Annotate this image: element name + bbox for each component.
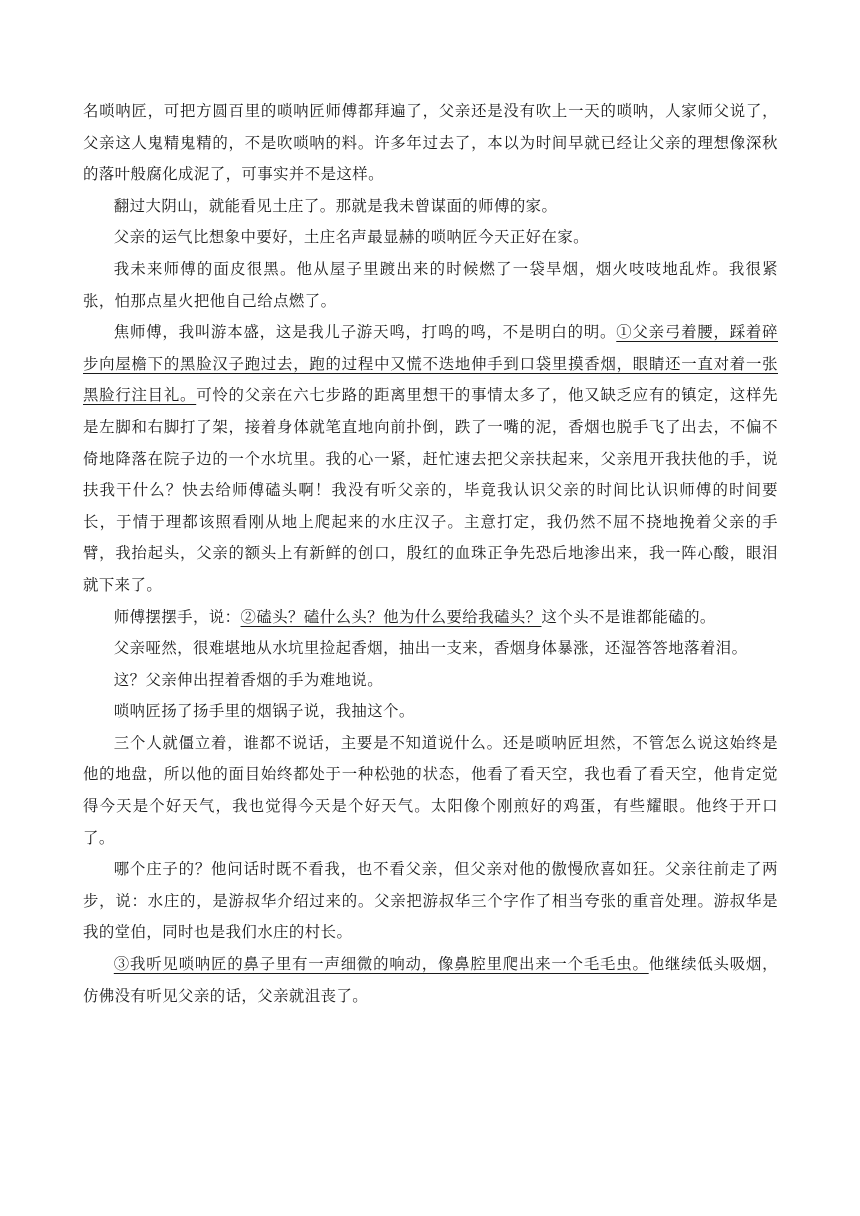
document-page: [83, 96, 778, 1012]
underlined-sentence: ②磕头？磕什么头？他为什么要给我磕头？: [240, 607, 542, 626]
paragraph: [83, 728, 778, 854]
paragraph: [83, 254, 778, 317]
text-segment: 父亲哑然，很难堪地从水坑里捡起香烟，抽出一支来，香烟身体暴涨，还湿答答地落着泪。: [113, 639, 748, 658]
paragraph: [83, 949, 778, 1012]
text-segment: 名唢呐匠，可把方圆百里的唢呐匠师傅都拜遍了，父亲还是没有吹上一天的唢呐，人家师父说了，父亲这人鬼精鬼精的，不是吹唢呐的料。许多年过去了，本以为时间早就已经让父亲的理想像深秋的落叶般腐化成泥了，可事实并不是这样。: [83, 102, 778, 184]
text-segment: 三个人就僵立着，谁都不说话，主要是不知道说什么。还是唢呐匠坦然，不管怎么说这始终是他的地盘，所以他的面目始终都处于一种松弛的状态，他看了看天空，我也看了看天空，他肯定觉得今天是个好天气，我也觉得今天是个好天气。太阳像个刚煎好的鸡蛋，有些耀眼。他终于开口了。: [83, 733, 778, 847]
paragraph: [83, 602, 778, 634]
text-segment: 父亲的运气比想象中要好，土庄名声最显赫的唢呐匠今天正好在家。: [113, 228, 590, 247]
text-segment: 唢呐匠扬了扬手里的烟锅子说，我抽这个。: [113, 702, 415, 721]
underlined-sentence: ①父亲弓着腰，踩着碎步向屋檐下的黑脸汉子跑过去，跑的过程中又慌不迭地伸手到口袋里摸香烟，眼睛还一直对着一张黑脸行注目礼。: [83, 323, 778, 405]
paragraph: [83, 633, 778, 665]
text-segment: 哪个庄子的？他问话时既不看我，也不看父亲，但父亲对他的傲慢欣喜如狂。父亲往前走了两步，说：水庄的，是游叔华介绍过来的。父亲把游叔华三个字作了相当夸张的重音处理。游叔华是我的堂伯，同时也是我们水庄的村长。: [83, 860, 778, 942]
underlined-sentence: ③我听见唢呐匠的鼻子里有一声细微的响动，像鼻腔里爬出来一个毛毛虫。: [113, 955, 649, 974]
text-segment: 可怜的父亲在六七步路的距离里想干的事情太多了，他又缺乏应有的镇定，这样先是左脚和右脚打了架，接着身体就笔直地向前扑倒，跌了一嘴的泥，香烟也脱手飞了出去，不偏不倚地降落在院子边的一个水坑里。我的心一紧，赶忙速去把父亲扶起来，父亲甩开我扶他的手，说扶我干什么？快去给师傅磕头啊！我没有听父亲的，毕竟我认识父亲的时间比认识师傅的时间要长，于情于理都该照看刚从地上爬起来的水庄汉子。主意打定，我仍然不屈不挠地挽着父亲的手臂，我抬起头，父亲的额头上有新鲜的创口，殷红的血珠正争先恐后地渗出来，我一阵心酸，眼泪就下来了。: [83, 386, 779, 594]
paragraph: [83, 696, 778, 728]
paragraph: [83, 96, 778, 191]
text-segment: 他继续低头吸烟，仿佛没有听见父亲的话，父亲就沮丧了。: [83, 955, 778, 1005]
text-segment: 这？父亲伸出捏着香烟的手为难地说。: [113, 670, 384, 689]
text-segment: 这个头不是谁都能磕的。: [541, 607, 716, 626]
text-segment: 师傅摆摆手，说：: [113, 607, 241, 626]
text-segment: 焦师傅，我叫游本盛，这是我儿子游天鸣，打鸣的鸣，不是明白的明。: [113, 323, 617, 342]
paragraph: [83, 222, 778, 254]
paragraph: [83, 191, 778, 223]
text-segment: 翻过大阴山，就能看见土庄了。那就是我未曾谋面的师傅的家。: [113, 196, 558, 215]
paragraph: [83, 854, 778, 949]
paragraph: [83, 317, 778, 601]
paragraph: [83, 665, 778, 697]
text-segment: 我未来师傅的面皮很黑。他从屋子里踱出来的时候燃了一袋旱烟，烟火吱吱地乱炸。我很紧张，怕那点星火把他自己给点燃了。: [83, 259, 778, 310]
